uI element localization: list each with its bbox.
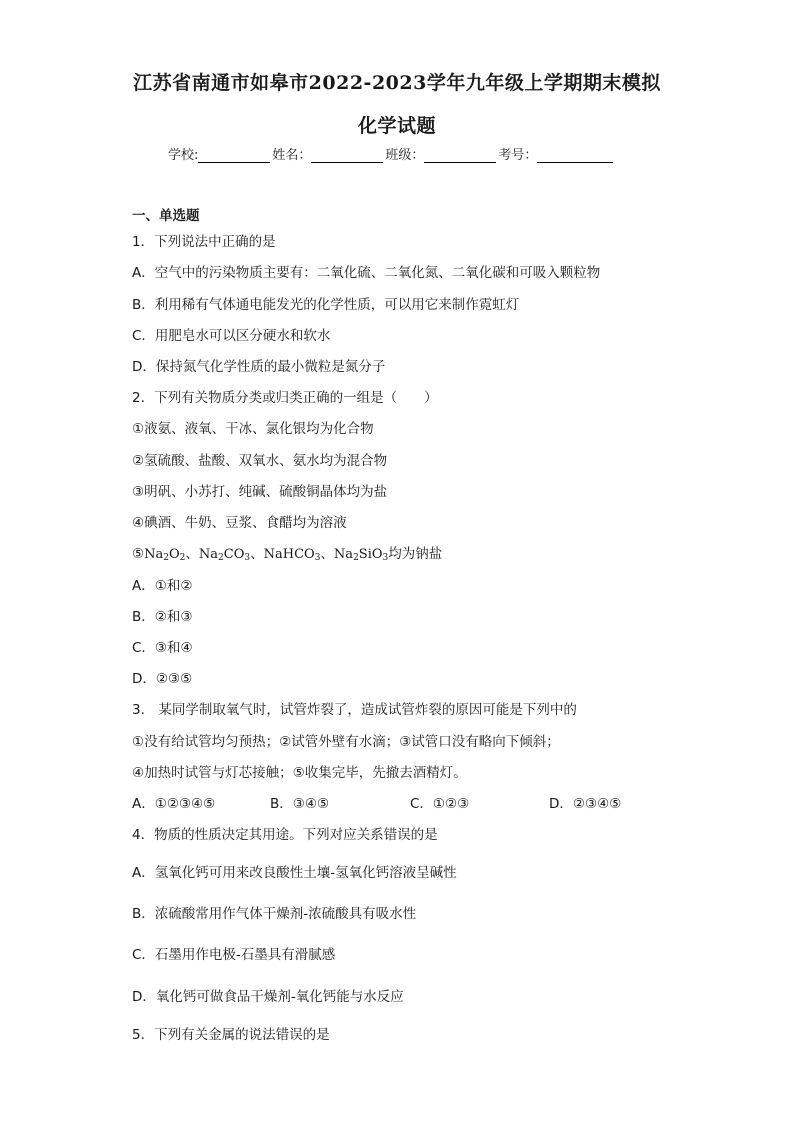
q3-option-a: A．①②③④⑤ <box>132 796 216 812</box>
formula-na2sio3: $Na_2SiO_3$ <box>333 547 389 563</box>
q4-stem: 4．物质的性质决定其用途。下列对应关系错误的是 <box>132 827 438 843</box>
q4-option-a: A．氢氧化钙可用来改良酸性土壤-氢氧化钙溶液呈碱性 <box>132 865 457 881</box>
q3-reasons-line1: ①没有给试管均匀预热；②试管外壁有水滴；③试管口没有略向下倾斜； <box>132 734 560 750</box>
class-blank[interactable] <box>424 148 496 163</box>
formula-na2co3: $Na_2CO_3$ <box>198 547 251 563</box>
number-label: 考号： <box>498 148 538 163</box>
q3-reasons-line2: ④加热时试管与灯芯接触；⑤收集完毕，先撤去酒精灯。 <box>132 765 467 781</box>
q1-option-c: C．用肥皂水可以区分硬水和软水 <box>132 328 331 344</box>
class-label: 班级： <box>385 148 425 163</box>
exam-title-line1: 江苏省南通市如皋市2022-2023学年九年级上学期期末模拟 <box>133 72 661 94</box>
section-title: 一、单选题 <box>132 208 200 224</box>
q2-statement-1: ①液氨、液氧、干冰、氯化银均为化合物 <box>132 421 374 437</box>
q3-option-d: D．②③④⑤ <box>549 796 622 812</box>
q2-statement-4: ④碘酒、牛奶、豆浆、食醋均为溶液 <box>132 515 347 531</box>
q2-option-a: A．①和② <box>132 578 193 594</box>
school-label: 学校: <box>168 148 199 163</box>
q2-statement-2: ②氢硫酸、盐酸、双氧水、氨水均为混合物 <box>132 453 388 469</box>
q2-option-c: C．③和④ <box>132 640 193 656</box>
q5-stem: 5．下列有关金属的说法错误的是 <box>132 1027 330 1043</box>
q4-option-b: B．浓硫酸常用作气体干燥剂-浓硫酸具有吸水性 <box>132 906 417 922</box>
student-info-row <box>168 144 638 163</box>
q1-option-a: A．空气中的污染物质主要有：二氧化硫、二氧化氮、二氧化碳和可吸入颗粒物 <box>132 265 601 281</box>
s5-suffix: 均为钠盐 <box>388 546 443 562</box>
exam-title-line2: 化学试题 <box>357 115 436 137</box>
q3-option-c: C．①②③ <box>410 796 470 812</box>
q2-option-b: B．②和③ <box>132 609 193 625</box>
formula-nahco3: NaHCO$_3$ <box>263 547 321 563</box>
formula-na2o2: $Na_2O_2$ <box>144 547 186 563</box>
q1-option-d: D．保持氮气化学性质的最小微粒是氮分子 <box>132 359 386 375</box>
q1-option-b: B．利用稀有气体通电能发光的化学性质，可以用它来制作霓虹灯 <box>132 297 520 313</box>
q3-stem: 3． 某同学制取氧气时，试管炸裂了，造成试管炸裂的原因可能是下列中的 <box>132 702 577 718</box>
name-blank[interactable] <box>311 148 383 163</box>
number-blank[interactable] <box>537 148 613 163</box>
q2-stem: 2．下列有关物质分类或归类正确的一组是（ ） <box>132 390 438 406</box>
q1-stem: 1．下列说法中正确的是 <box>132 234 276 250</box>
q2-option-d: D．②③⑤ <box>132 671 193 687</box>
q2-statement-3: ③明矾、小苏打、纯碱、硫酸铜晶体均为盐 <box>132 484 388 500</box>
school-blank[interactable] <box>198 148 270 163</box>
s5-prefix: ⑤ <box>132 546 145 562</box>
q4-option-d: D．氧化钙可做食品干燥剂-氧化钙能与水反应 <box>132 989 404 1005</box>
q3-option-b: B．③④⑤ <box>270 796 330 812</box>
name-label: 姓名： <box>272 148 312 163</box>
q4-option-c: C．石墨用作电极-石墨具有滑腻感 <box>132 947 336 963</box>
q2-statement-5: $⑤Na_2O_2$、$Na_2CO_3$、NaHCO$_3$、$Na_2SiO_3$均为钠盐 <box>132 546 443 563</box>
